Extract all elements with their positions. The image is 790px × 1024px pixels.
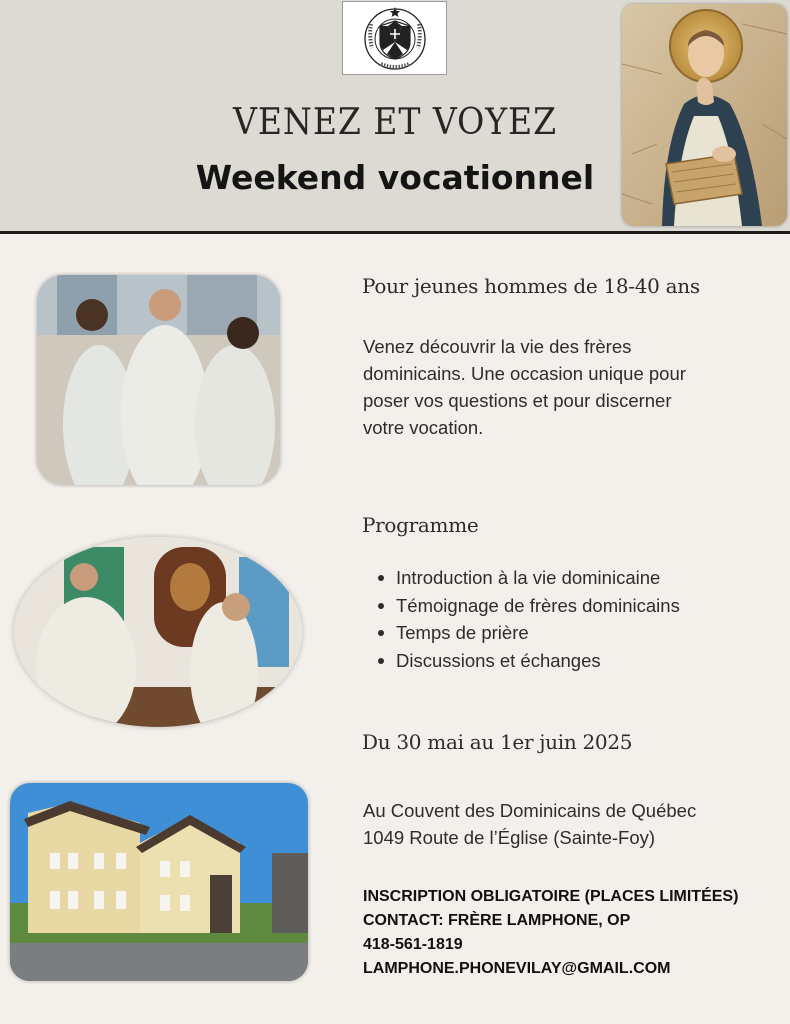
intro-line: poser vos questions et pour discerner: [363, 390, 672, 411]
program-item: Témoignage de frères dominicains: [375, 592, 680, 620]
page-title: VENEZ ET VOYEZ: [232, 102, 558, 143]
registration-notice: INSCRIPTION OBLIGATOIRE (PLACES LIMITÉES): [363, 888, 739, 905]
page-subtitle: Weekend vocationnel: [195, 158, 595, 197]
header-divider: [0, 231, 790, 234]
saint-dominic-painting: [622, 4, 787, 226]
intro-line: Venez découvrir la vie des frères: [363, 336, 632, 357]
intro-line: dominicains. Une occasion unique pour: [363, 363, 686, 384]
intro-description: [363, 333, 686, 441]
dominican-seal-logo: [342, 1, 447, 75]
contact-block: [363, 885, 738, 981]
friars-prayer-photo: [14, 537, 302, 727]
contact-name: CONTACT: FRÈRE LAMPHONE, OP: [363, 912, 631, 929]
contact-email[interactable]: LAMPHONE.PHONEVILAY@GMAIL.COM: [363, 960, 671, 977]
friars-group-photo: [37, 275, 280, 485]
program-heading: Programme: [362, 513, 479, 537]
contact-phone[interactable]: 418-561-1819: [363, 936, 463, 953]
event-dates: Du 30 mai au 1er juin 2025: [362, 730, 633, 754]
event-location: [363, 797, 696, 851]
convent-building-photo: [10, 783, 308, 981]
program-item: Discussions et échanges: [375, 647, 680, 675]
intro-line: votre vocation.: [363, 417, 484, 438]
location-line: Au Couvent des Dominicains de Québec: [363, 800, 697, 821]
location-line: 1049 Route de l’Église (Sainte-Foy): [363, 827, 656, 848]
program-item: Temps de prière: [375, 619, 680, 647]
program-item: Introduction à la vie dominicaine: [375, 564, 680, 592]
program-list: [375, 564, 680, 674]
audience-heading: Pour jeunes hommes de 18-40 ans: [362, 274, 700, 298]
